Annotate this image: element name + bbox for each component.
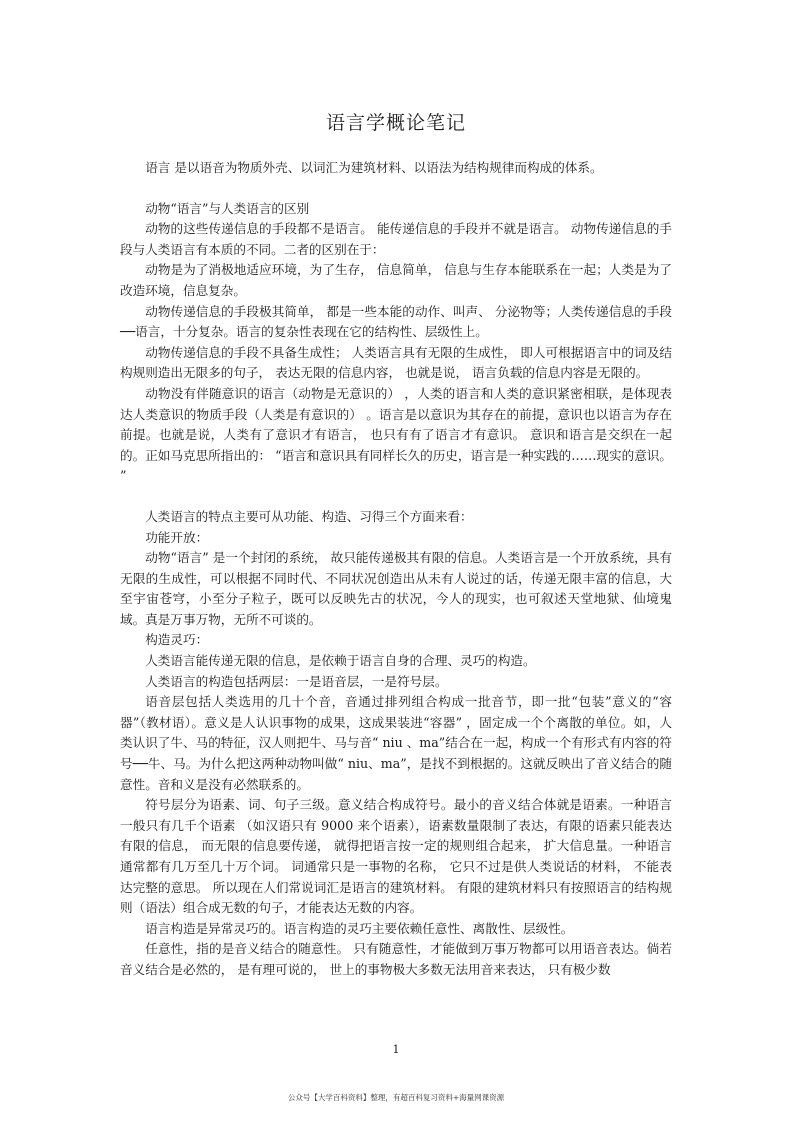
document-body	[120, 158, 672, 981]
paragraph: 语言构造是异常灵巧的。语言构造的灵巧主要依赖任意性、离散性、层级性。	[145, 920, 574, 936]
paragraph: 任意性，指的是音义结合的随意性。 只有随意性，才能做到万事万物都可以用语音表达。倘若音义结合是必然的， 是有理可说的， 世上的事物极大多数无法用音来表达， 只有极少数	[120, 941, 672, 977]
paragraph: 符号层分为语素、词、句子三级。意义结合构成符号。最小的音义结合体就是语素。一种语言一般只有几千个语素 （如汉语只有 9000 来个语素），语素数量限制了表达，有限的语素只能表达有限的信息， 而无限的信息要传递， 就得把语言按一定的规则组合起来， 扩大信息量。一种语言通常都有几万至几十万个词。 词通常只是一事物的名称， 它只不过是供人类说话的材料， 不能表达完整的意思。 所以现在人们常说词汇是语言的建筑材料。 有限的建筑材料只有按照语言的结构规则（语法）组合成无数的句子，才能表达无数的内容。	[120, 797, 672, 916]
paragraph: 动物传递信息的手段不具备生成性； 人类语言具有无限的生成性， 即人可根据语言中的词及结构规则造出无限多的句子， 表达无限的信息内容， 也就是说， 语言负载的信息内容是无限的。	[120, 344, 672, 381]
document-title: 语言学概论笔记	[325, 112, 466, 134]
subheading: 功能开放：	[145, 529, 209, 545]
paragraph: 动物没有伴随意识的语言（动物是无意识的） ，人类的语言和人类的意识紧密相联，是体现表达人类意识的物质手段（人类是有意识的） 。语言是以意识为其存在的前提，意识也以语言为存在前提。也就是说，人类有了意识才有语言， 也只有有了语言才有意识。 意识和语言是交织在一起的。正如马克思所指出的： “语言和意识具有同样长久的历史，语言是一种实践的……现实的意识。 ”	[120, 385, 672, 484]
paragraph: 语音层包括人类选用的几十个音，音通过排列组合构成一批音节，即一批“包装”意义的“容器”（教材语）。意义是人认识事物的成果，这成果装进“容器” ，固定成一个个离散的单位。如，人类认识了牛、马的特征，汉人则把牛、马与音“ niu 、ma”结合在一起，构成一个有形式有内容的符号──牛、马。为什么把这两种动物叫做“ niu、ma”，是找不到根据的。这就反映出了音义结合的随意性。音和义是没有必然联系的。	[120, 694, 672, 792]
page-number: 1	[392, 1043, 400, 1056]
paragraph: 动物“语言” 是一个封闭的系统， 故只能传递极其有限的信息。人类语言是一个开放系统，具有无限的生成性，可以根据不同时代、不同状况创造出从未有人说过的话，传递无限丰富的信息，大至宇宙苍穹，小至分子粒子，既可以反映先古的状况，今人的现实，也可叙述天堂地狱、仙境鬼域。真是万事万物，无所不可谈的。	[120, 550, 672, 627]
paragraph: 人类语言能传递无限的信息，是依赖于语言自身的合理、灵巧的构造。	[145, 653, 536, 669]
paragraph: 动物的这些传递信息的手段都不是语言。 能传递信息的手段并不就是语言。 动物传递信息的手段与人类语言有本质的不同。二者的区别在于：	[120, 221, 672, 257]
page-footer: 公众号【大学百科资料】整理，有超百科复习资料+海量网课资源	[287, 1093, 505, 1102]
paragraph-gap	[120, 179, 672, 199]
section-heading: 动物“语言”与人类语言的区别	[145, 200, 310, 216]
paragraph-gap	[120, 487, 672, 507]
paragraph: 人类语言的构造包括两层：一是语音层，一是符号层。	[145, 673, 448, 689]
paragraph: 动物是为了消极地适应环境，为了生存， 信息简单， 信息与生存本能联系在一起；人类是为了改造环境，信息复杂。	[120, 262, 672, 298]
paragraph: 语言 是以语音为物质外壳、以词汇为建筑材料、以语法为结构规律而构成的体系。	[145, 160, 603, 175]
section-heading: 人类语言的特点主要可从功能、构造、习得三个方面来看：	[145, 508, 473, 524]
paragraph: 动物传递信息的手段极其简单， 都是一些本能的动作、叫声、 分泌物等；人类传递信息的手段──语言，十分复杂。语言的复杂性表现在它的结构性、层级性上。	[120, 303, 672, 340]
subheading: 构造灵巧：	[145, 632, 209, 648]
